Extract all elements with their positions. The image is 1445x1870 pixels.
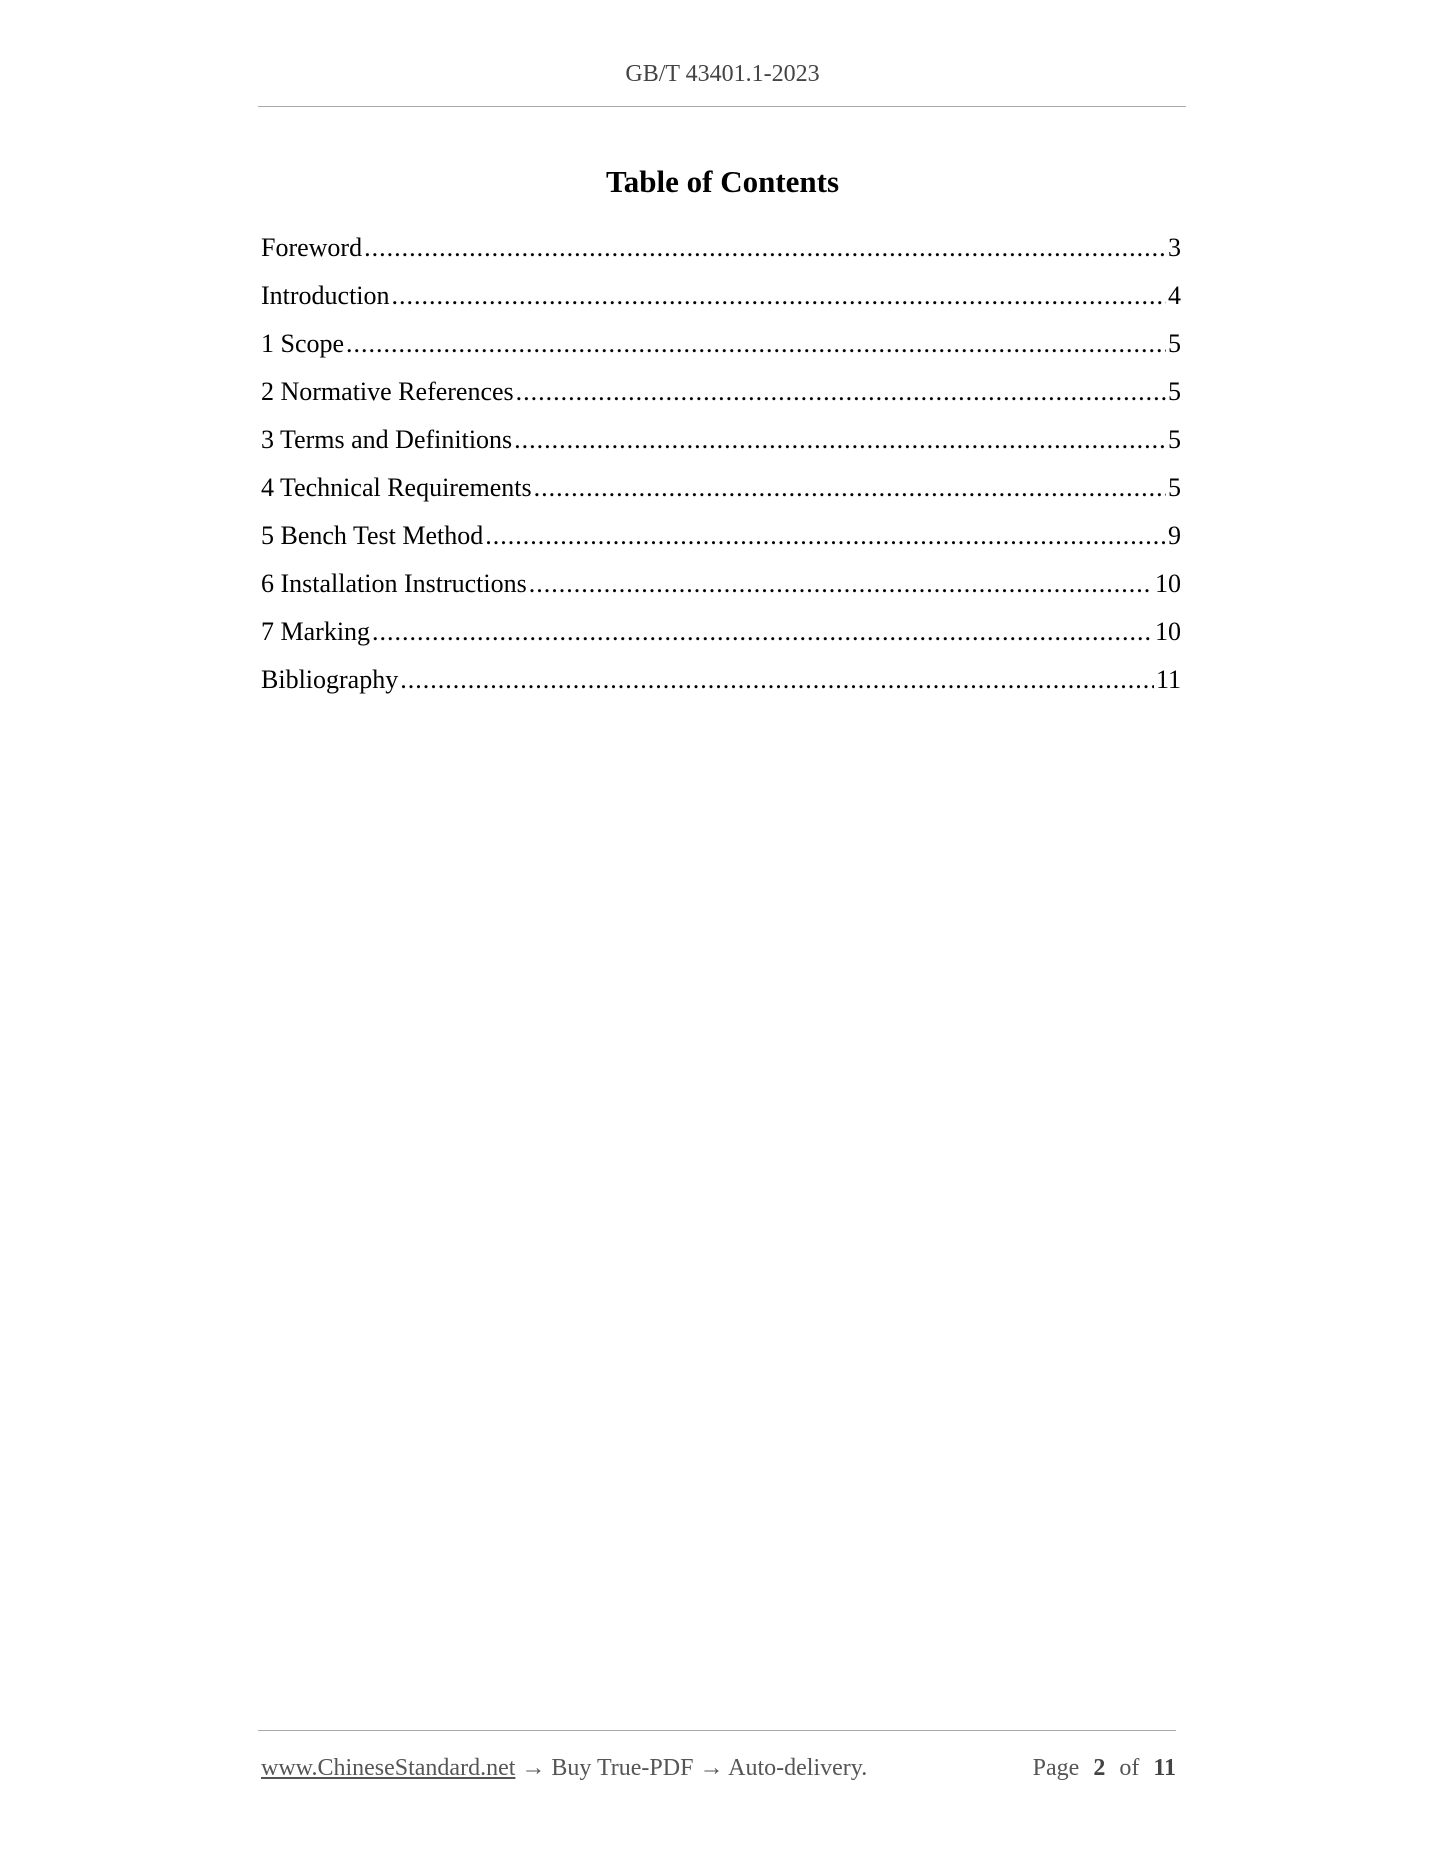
toc-entry-label: 3 Terms and Definitions — [261, 425, 513, 454]
toc-entry-label: Introduction — [261, 281, 390, 310]
toc-entry-bench-test-method[interactable] — [261, 516, 1181, 564]
buy-pdf-text: Buy True-PDF — [551, 1755, 694, 1781]
site-link[interactable]: www.ChineseStandard.net — [261, 1755, 516, 1781]
toc-entry-label: Bibliography — [261, 665, 399, 694]
current-page-number: 2 — [1093, 1755, 1106, 1781]
toc-entry-marking[interactable] — [261, 612, 1181, 660]
toc-entry-page: 11 — [1155, 665, 1181, 694]
toc-dot-leader — [516, 372, 1166, 412]
toc-entry-normative-references[interactable] — [261, 372, 1181, 420]
footer-promo — [261, 1752, 867, 1784]
toc-entry-label: 2 Normative References — [261, 377, 514, 406]
toc-dot-leader — [534, 468, 1166, 508]
auto-delivery-text: Auto-delivery. — [728, 1755, 868, 1781]
toc-entry-terms-and-definitions[interactable] — [261, 420, 1181, 468]
arrow-right-icon: → — [521, 1755, 546, 1781]
toc-entry-bibliography[interactable] — [261, 660, 1181, 708]
toc-dot-leader — [346, 324, 1166, 364]
toc-dot-leader — [372, 612, 1153, 652]
toc-entry-page: 5 — [1168, 329, 1181, 358]
table-of-contents — [261, 228, 1181, 708]
toc-entry-label: Foreword — [261, 233, 363, 262]
toc-entry-label: 5 Bench Test Method — [261, 521, 484, 550]
toc-entry-foreword[interactable] — [261, 228, 1181, 276]
page-indicator — [1033, 1752, 1176, 1784]
toc-entry-page: 5 — [1168, 377, 1181, 406]
toc-dot-leader — [392, 276, 1166, 316]
toc-entry-installation-instructions[interactable] — [261, 564, 1181, 612]
toc-entry-page: 5 — [1168, 425, 1181, 454]
toc-entry-page: 9 — [1168, 521, 1181, 550]
page-label: Page — [1032, 1755, 1080, 1781]
toc-entry-page: 10 — [1155, 617, 1181, 646]
header-divider — [258, 106, 1186, 107]
toc-entry-page: 5 — [1168, 473, 1181, 502]
toc-dot-leader — [529, 564, 1153, 604]
toc-entry-label: 6 Installation Instructions — [261, 569, 527, 598]
toc-dot-leader — [485, 516, 1166, 556]
toc-dot-leader — [400, 660, 1154, 700]
toc-entry-page: 3 — [1168, 233, 1181, 262]
total-page-count: 11 — [1153, 1755, 1176, 1781]
toc-dot-leader — [364, 228, 1166, 268]
toc-dot-leader — [514, 420, 1166, 460]
toc-entry-label: 4 Technical Requirements — [261, 473, 532, 502]
running-header: GB/T 43401.1-2023 — [625, 61, 820, 87]
footer-divider — [258, 1730, 1176, 1731]
toc-entry-introduction[interactable] — [261, 276, 1181, 324]
toc-title: Table of Contents — [605, 164, 840, 199]
toc-entry-label: 7 Marking — [261, 617, 371, 646]
toc-entry-scope[interactable] — [261, 324, 1181, 372]
of-label: of — [1119, 1755, 1140, 1781]
toc-entry-page: 10 — [1155, 569, 1181, 598]
toc-entry-technical-requirements[interactable] — [261, 468, 1181, 516]
arrow-right-icon: → — [699, 1755, 724, 1781]
toc-entry-label: 1 Scope — [261, 329, 345, 358]
toc-entry-page: 4 — [1168, 281, 1181, 310]
